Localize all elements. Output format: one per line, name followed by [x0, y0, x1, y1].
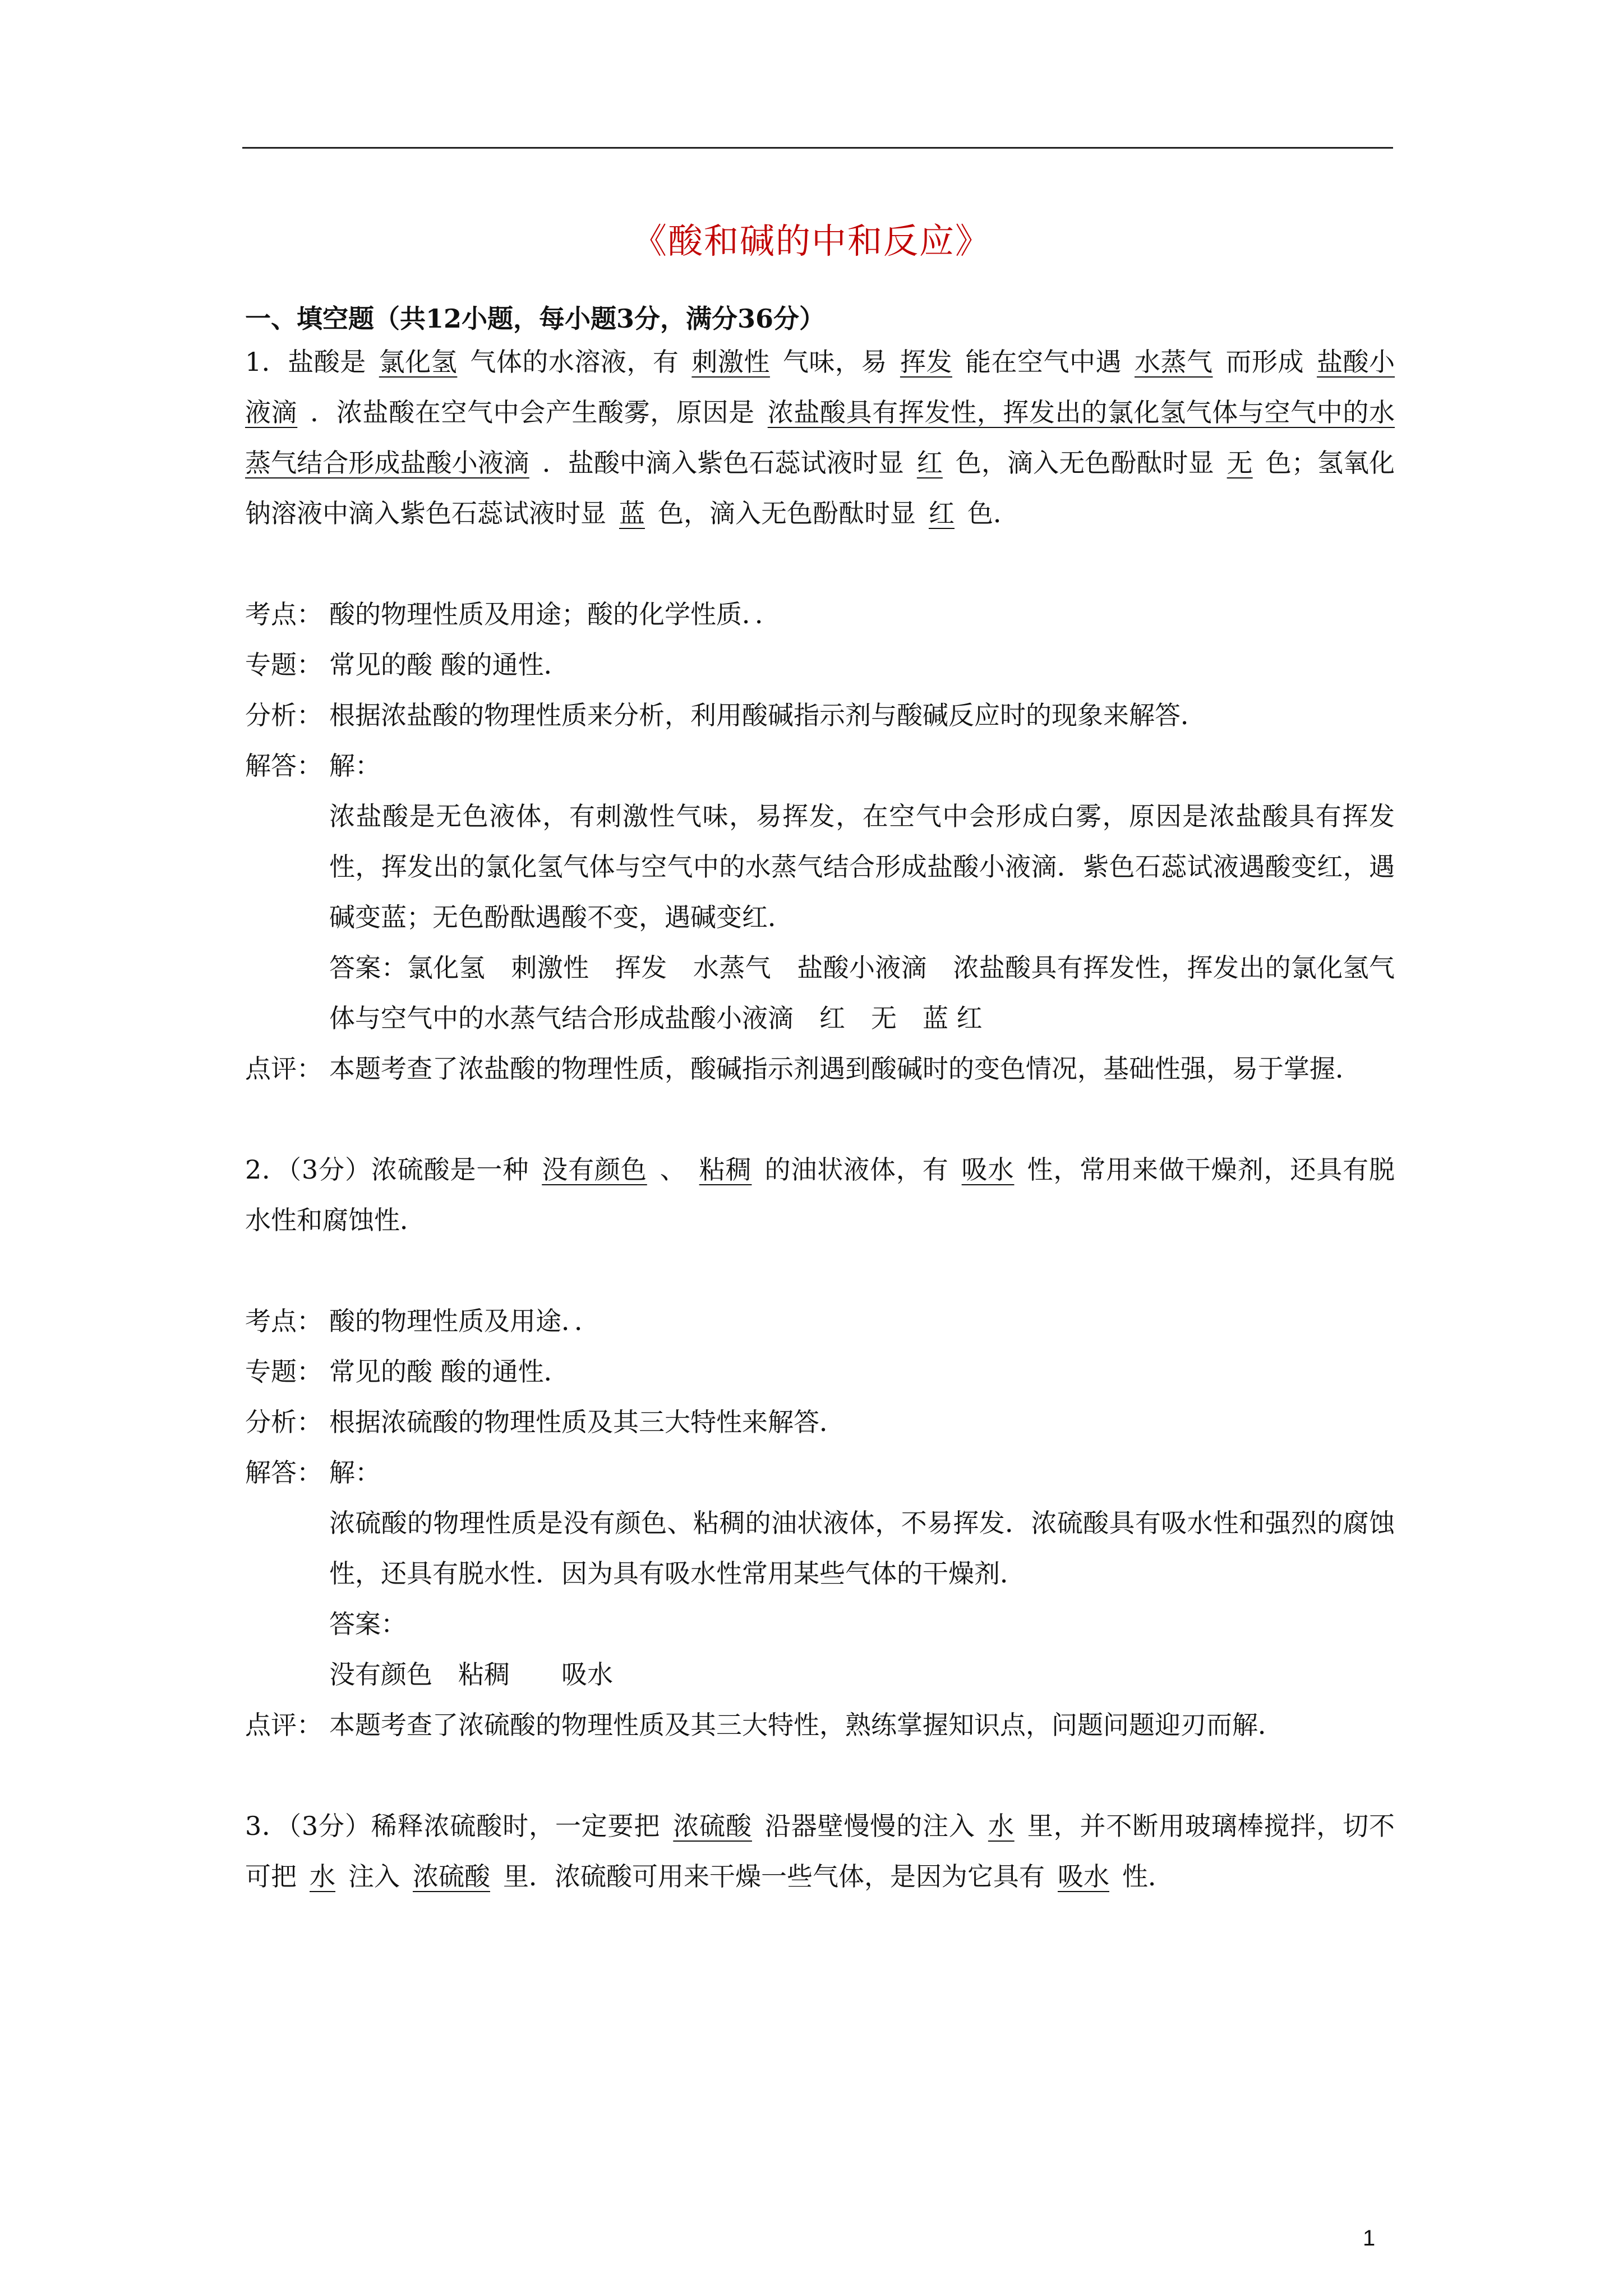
question-text: 气体的水溶液，有	[470, 347, 679, 377]
fenxi-row	[245, 690, 1395, 740]
dianping-text: 本题考查了浓盐酸的物理性质，酸碱指示剂遇到酸碱时的变色情况，基础性强，易于掌握．	[329, 1053, 1361, 1084]
answer-blank: 吸水	[961, 1154, 1015, 1185]
jieda-row	[245, 740, 1395, 791]
jieda-row	[245, 1447, 1395, 1498]
section-heading: 一、填空题（共12小题，每小题3分，满分36分）	[245, 303, 826, 334]
question-text: 性．	[1122, 1861, 1174, 1892]
question-text: ．浓盐酸在空气中会产生酸雾，原因是	[310, 397, 755, 427]
question-text: 气味，易	[782, 347, 887, 377]
question-text: 里．浓硫酸可用来干燥一些气体，是因为它具有	[503, 1861, 1045, 1892]
fenxi-text: 根据浓盐酸的物理性质来分析，利用酸碱指示剂与酸碱反应时的现象来解答．	[329, 700, 1206, 730]
question-text: 里，并不断用玻璃棒搅拌，切不可把	[245, 1811, 1395, 1892]
dianping-row	[245, 1043, 1395, 1094]
question-text: 色；氢氧化钠溶液中滴入紫色石蕊试液时显	[245, 448, 1395, 528]
question-2	[245, 1144, 1395, 1245]
dianping-row	[245, 1700, 1395, 1750]
question-text: 的油状液体，有	[764, 1154, 949, 1185]
kaodian-row	[245, 1296, 1395, 1346]
kaodian-label: 考点：	[245, 1306, 322, 1336]
dianping-label: 点评：	[245, 1053, 322, 1084]
jieda-label: 解答：	[245, 1457, 322, 1488]
question-text: 3．（3分）稀释浓硫酸时，一定要把	[245, 1811, 661, 1841]
zhuanti-row	[245, 639, 1395, 690]
zhuanti-text: 常见的酸 酸的通性．	[329, 650, 570, 680]
fenxi-text: 根据浓硫酸的物理性质及其三大特性来解答．	[329, 1407, 845, 1437]
question-1	[245, 337, 1395, 539]
answer-blank: 水蒸气	[1135, 347, 1213, 377]
question-text: 1．盐酸是	[245, 347, 366, 377]
answer-blank: 没有颜色	[542, 1154, 647, 1185]
question-text: 沿器壁慢慢的注入	[764, 1811, 975, 1841]
kaodian-text: 酸的物理性质及用途．．	[329, 1306, 600, 1336]
answer-blank: 浓盐酸具有挥发性，挥发出的氯化氢气体与空气中的水蒸气结合形成盐酸小液滴	[245, 397, 1395, 478]
document-title: 《酸和碱的中和反应》	[631, 220, 991, 261]
answer-blank: 浓硫酸	[673, 1811, 752, 1841]
answer-text: 答案：氯化氢 刺激性 挥发 水蒸气 盐酸小液滴 浓盐酸具有挥发性，挥发出的氯化氢气体与空气中的水蒸气结合形成盐酸小液滴 红 无 蓝 红	[329, 953, 1395, 1033]
answer-blank: 浓硫酸	[413, 1861, 490, 1892]
kaodian-label: 考点：	[245, 599, 322, 629]
question-text: 性，常用来做干燥剂，还具有脱水性和腐蚀性．	[245, 1154, 1395, 1235]
answer-text: 没有颜色 粘稠 吸水	[329, 1659, 613, 1690]
zhuanti-text: 常见的酸 酸的通性．	[329, 1356, 570, 1387]
answer-blank: 氯化氢	[379, 347, 458, 377]
dianping-label: 点评：	[245, 1710, 322, 1740]
question-3	[245, 1801, 1395, 1902]
answer-blank: 粘稠	[699, 1154, 752, 1185]
answer-blank: 水	[988, 1811, 1015, 1841]
kaodian-row	[245, 589, 1395, 639]
spacer	[245, 1245, 1395, 1296]
answer-blank: 刺激性	[691, 347, 770, 377]
answer-blank: 水	[310, 1861, 335, 1892]
answer-blank: 蓝	[619, 498, 645, 528]
zhuanti-label: 专题：	[245, 650, 322, 680]
kaodian-text: 酸的物理性质及用途；酸的化学性质．．	[329, 599, 781, 629]
answer-blank: 盐酸小液滴	[245, 347, 1395, 427]
answer-blank: 无	[1227, 448, 1253, 478]
question-text: 、	[660, 1154, 686, 1185]
question-text: 色．	[967, 498, 1019, 528]
spacer	[245, 1750, 1395, 1801]
question-text: 色，滴入无色酚酞时显	[955, 448, 1214, 478]
question-text: 而形成	[1225, 347, 1304, 377]
jieda-head: 解：	[329, 751, 381, 781]
question-text: 能在空气中遇	[965, 347, 1122, 377]
question-text: 2．（3分）浓硫酸是一种	[245, 1154, 529, 1185]
zhuanti-row	[245, 1346, 1395, 1397]
spacer	[245, 539, 1395, 589]
fenxi-row	[245, 1397, 1395, 1447]
jieda-label: 解答：	[245, 751, 322, 781]
jieda-body: 浓硫酸的物理性质是没有颜色、粘稠的油状液体，不易挥发．浓硫酸具有吸水性和强烈的腐蚀性，还具有脱水性．因为具有吸水性常用某些气体的干燥剂．	[329, 1508, 1395, 1589]
fenxi-label: 分析：	[245, 700, 322, 730]
zhuanti-label: 专题：	[245, 1356, 322, 1387]
answer-blank: 吸水	[1058, 1861, 1109, 1892]
page-number: 1	[1363, 2226, 1376, 2251]
fenxi-label: 分析：	[245, 1407, 322, 1437]
answer-head: 答案：	[329, 1609, 407, 1639]
document-body	[245, 337, 1395, 1902]
dianping-text: 本题考查了浓硫酸的物理性质及其三大特性，熟练掌握知识点，问题问题迎刃而解．	[329, 1710, 1284, 1740]
question-text: 注入	[348, 1861, 400, 1892]
jieda-head: 解：	[329, 1457, 381, 1488]
spacer	[245, 1094, 1395, 1144]
question-text: ．盐酸中滴入紫色石蕊试液时显	[542, 448, 904, 478]
answer-blank: 红	[916, 448, 943, 478]
header-rule	[242, 147, 1393, 149]
answer-blank: 红	[929, 498, 955, 528]
question-text: 色，滴入无色酚酞时显	[658, 498, 916, 528]
answer-blank: 挥发	[900, 347, 952, 377]
jieda-body: 浓盐酸是无色液体，有刺激性气味，易挥发，在空气中会形成白雾，原因是浓盐酸具有挥发性，挥发出的氯化氢气体与空气中的水蒸气结合形成盐酸小液滴．紫色石蕊试液遇酸变红，遇碱变蓝；无色酚酞遇酸不变，遇碱变红．	[329, 801, 1395, 932]
